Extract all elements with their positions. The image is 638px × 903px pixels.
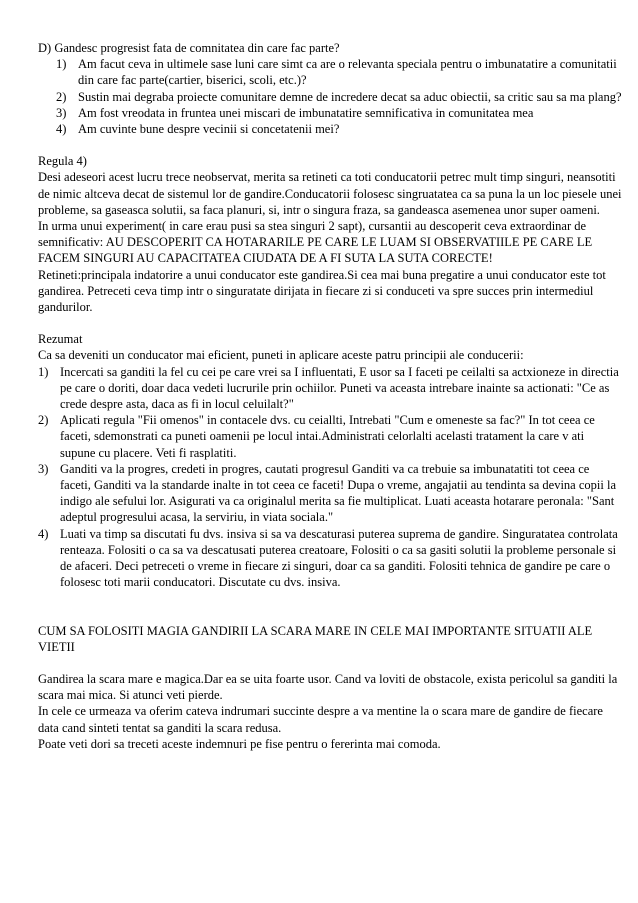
list-item: 2) Aplicati regula "Fii omenos" in contacele dvs. cu ceiallti, Intrebati "Cum e omeneste sa fac?" In tot ceea ce faceti, sdemonstrati ca puneti oamenii pe locul intai.Administrati celorlalti acelasti tratament la care v ati supune cu placere. Veti fi rasplatiti.	[38, 413, 595, 460]
list-item: 1) Am facut ceva in ultimele sase luni care simt ca are o relevanta speciala pentru o imbunatatire a comunitatii din care fac parte(cartier, biserici, scoli, etc.)?	[56, 57, 617, 88]
list-item: 4) Luati va timp sa discutati fu dvs. insiva si sa va descaturasi puterea suprema de gandire. Singuratatea controlata renteaza. Folositi o ca sa va descatusati puterea creatoare, Folositi o ca sa gasiti solutii la probleme personale si de afaceri. Deci petreceti o vreme in fiecare zi singuri, doar ca sa ganditi. Folositi tehnica de gandire pe care o folosesc toti marii conducatori. Discutate cu dvs. insiva.	[38, 526, 618, 590]
summary-heading: Rezumat	[38, 332, 83, 347]
rule4-paragraph: In urma unui experiment( in care erau pusi sa stea singuri 2 sapt), cursantii au descoperit ceva extraordinar de semnificativ: AU DESCOPERIT CA HOTARARILE PE CARE LE LUAM SI OBSERVATIILE PE CARE LE FACEM SINGURI AU CAPACITATEA CIUDATA DE A FI SUTA LA SUTA CORECTE!	[38, 219, 593, 266]
rule4-paragraph: Retineti:principala indatorire a unui conducator este gandirea.Si cea mai buna pregatire a unui conducator este tot gandirea. Petreceti ceva timp intr o singuratate dirijata in fiecare zi si conduceti va spre succes prin intermediul gandurilor.	[38, 267, 606, 315]
list-item: 3) Ganditi va la progres, credeti in progres, cautati progresul Ganditi va ca trebuie sa imbunatatiti tot ceea ce faceti, Ganditi va la standarde inalte in tot ceea ce faceti! Dupa o vreme, angajatii au tendinta sa devina copii la indigo ale sefului lor. Asigurati va ca originalul merita sa fie multiplicat. Luati aceasta hotarare peronala: "Sant adeptul progresului acasa, la serviriu, in viata sociala."	[38, 461, 616, 525]
list-item: 4) Am cuvinte bune despre vecinii si concetatenii mei?	[56, 122, 340, 137]
document-page	[38, 40, 622, 752]
magic-paragraph: In cele ce urmeaza va oferim cateva indrumari succinte despre a va mentine la o scara mare de gandire de fiecare data cand sinteti tentat sa ganditi la scara redusa.	[38, 704, 603, 735]
rule4-paragraph: Desi adeseori acest lucru trece neobservat, merita sa retineti ca toti conducatorii petrec mult timp singuri, neansotiti de nimic altceva decat de sistemul lor de gandire.Conducatorii folosesc singruatatea ca sa puna la un loc piesele unei probleme, sa gaseasca solutii, sa faca planuri, si, intr o singura fraza, sa gandeasca asemenea unor super oameni.	[38, 170, 622, 217]
list-item: 1) Incercati sa ganditi la fel cu cei pe care vrei sa I influentati, E usor sa I faceti pe ceilalti sa actxioneze in directia pe care o doriti, doar daca vedeti lucrurile prin ochiilor. Puneti va aceasta intrebare inainte sa actionati: "Ce as crede despre asta, daca as fi in locul celuilalt?"	[38, 364, 619, 412]
summary-list	[38, 364, 622, 591]
magic-paragraph: Gandirea la scara mare e magica.Dar ea se uita foarte usor. Cand va loviti de obstacole, exista pericolul sa ganditi la scara mai mica. Si atunci veti pierde.	[38, 671, 618, 703]
magic-paragraph: Poate veti dori sa treceti aceste indemnuri pe fise pentru o fererinta mai comoda.	[38, 736, 441, 751]
magic-heading: CUM SA FOLOSITI MAGIA GANDIRII LA SCARA MARE IN CELE MAI IMPORTANTE SITUATII ALE VIETII	[38, 623, 593, 654]
section-d-heading: D) Gandesc progresist fata de comnitatea din care fac parte?	[38, 41, 340, 55]
list-item: 2) Sustin mai degraba proiecte comunitare demne de incredere decat sa aduc obiectii, sa critic sau sa ma plang?	[56, 89, 622, 104]
rule4-heading: Regula 4)	[38, 154, 87, 169]
summary-intro: Ca sa deveniti un conducator mai eficient, puneti in aplicare aceste patru principii ale conducerii:	[38, 348, 524, 363]
list-item: 3) Am fost vreodata in fruntea unei miscari de imbunatatire semnificativa in comunitatea mea	[56, 105, 534, 120]
section-d-list	[56, 56, 622, 137]
